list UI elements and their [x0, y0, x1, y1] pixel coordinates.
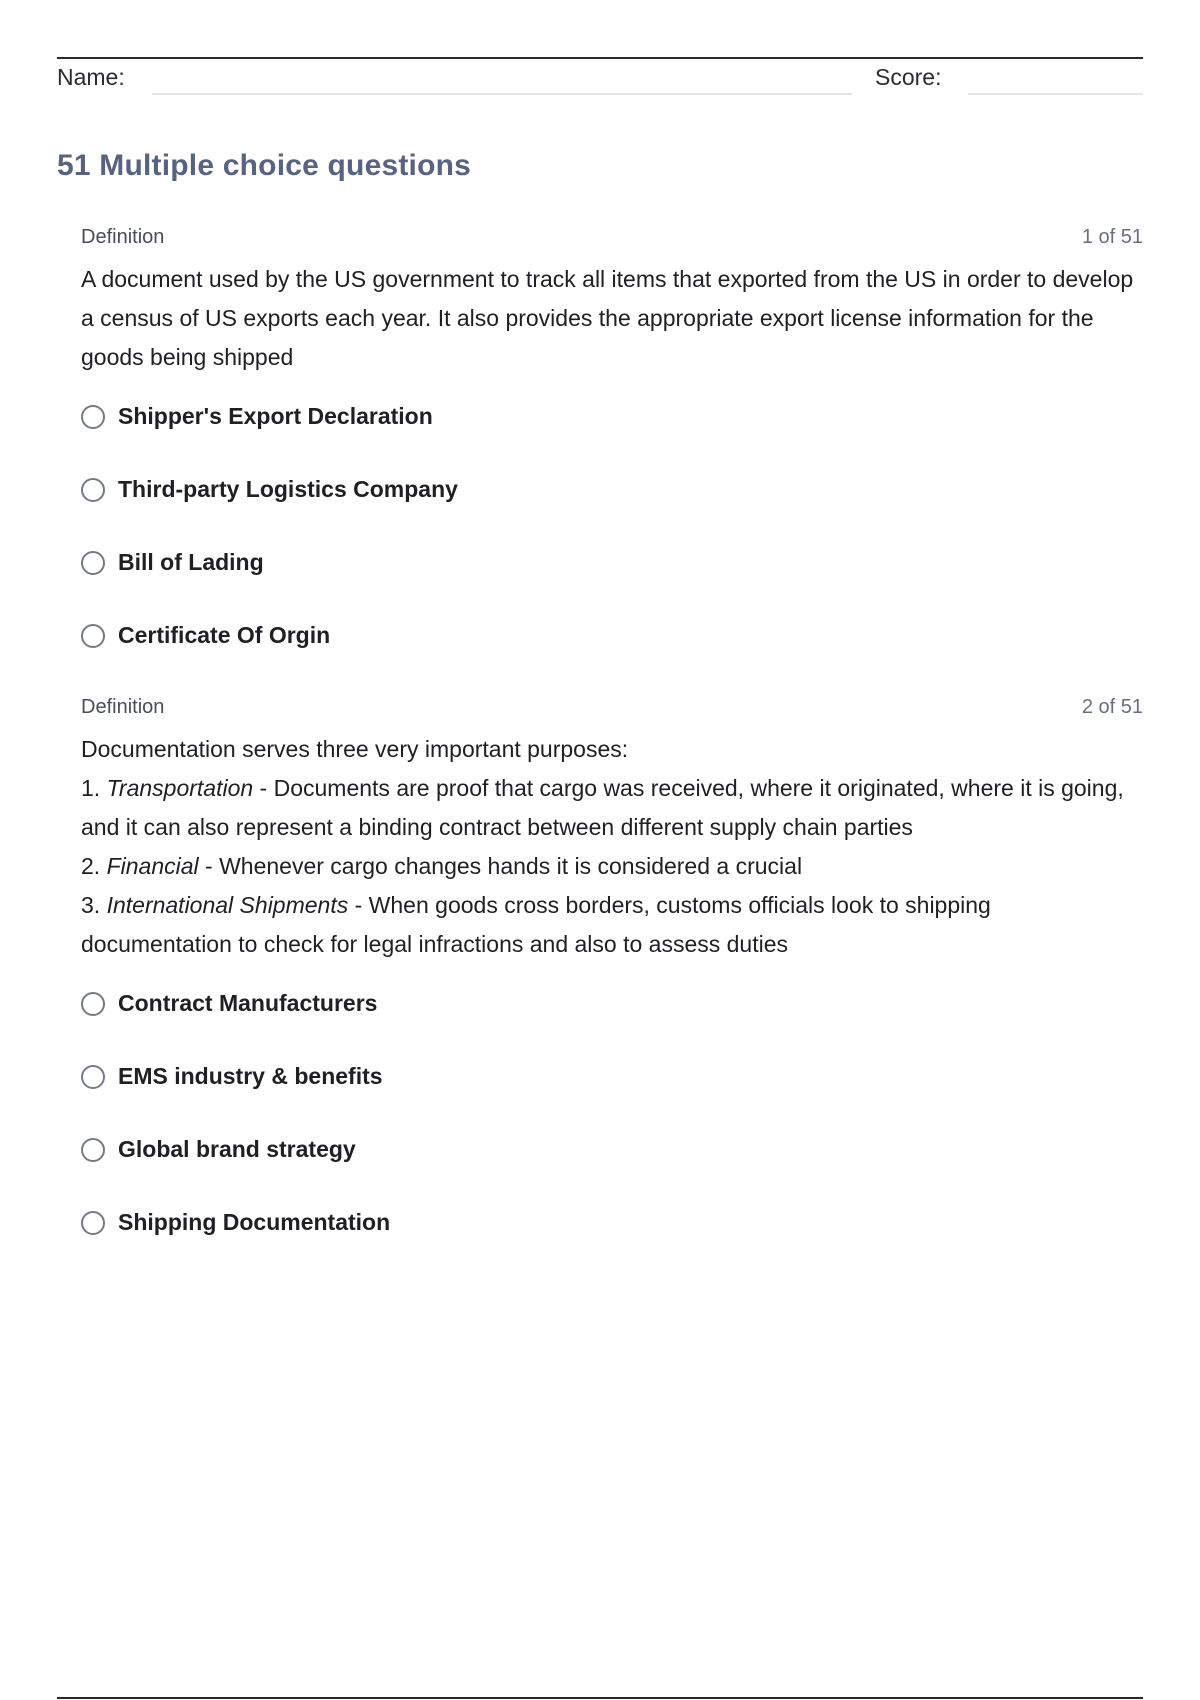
question-1 [81, 226, 1143, 693]
item-term: Transportation [106, 775, 254, 801]
worksheet-page [57, 0, 1143, 1700]
answer-option[interactable] [81, 1207, 1143, 1280]
answer-label: EMS industry & benefits [118, 1063, 383, 1089]
question-meta [81, 696, 1143, 724]
radio-button-icon[interactable] [81, 478, 105, 502]
item-text: - Documents are proof that cargo was received, where it originated, where it is going, and it can also represent a binding contract between different supply chain parties [81, 775, 1124, 840]
item-text: - When goods cross borders, customs officials look to shipping documentation to check for legal infractions and also to assess duties [81, 892, 991, 957]
item-number: 1. [81, 775, 101, 801]
item-text: - Whenever cargo changes hands it is considered a crucial [198, 853, 803, 879]
score-field[interactable] [968, 93, 1143, 95]
answer-option[interactable] [81, 1061, 1143, 1134]
radio-button-icon[interactable] [81, 551, 105, 575]
question-meta [81, 226, 1143, 254]
answer-label: Global brand strategy [118, 1136, 356, 1162]
answer-option[interactable] [81, 474, 1143, 547]
prompt-item [81, 886, 1143, 964]
question-count: 1 of 51 [1081, 226, 1143, 248]
top-rule [57, 57, 1143, 59]
answer-label: Certificate Of Orgin [118, 622, 331, 648]
question-type: Definition [81, 696, 165, 718]
answer-option[interactable] [81, 620, 1143, 693]
section-title: 51 Multiple choice questions [57, 149, 472, 182]
header-row [57, 60, 1143, 96]
answer-option[interactable] [81, 988, 1143, 1061]
item-number: 3. [81, 892, 101, 918]
prompt-intro: Documentation serves three very important purposes: [81, 736, 629, 762]
radio-button-icon[interactable] [81, 624, 105, 648]
radio-button-icon[interactable] [81, 1211, 105, 1235]
radio-button-icon[interactable] [81, 1065, 105, 1089]
question-prompt [81, 260, 1143, 377]
answer-option[interactable] [81, 1134, 1143, 1207]
radio-button-icon[interactable] [81, 405, 105, 429]
prompt-line: A document used by the US government to track all items that exported from the US in order to develop a census of US exports each year. It also provides the appropriate export license information for the goods being shipped [81, 266, 1134, 370]
answer-options [81, 988, 1143, 1280]
question-2 [81, 696, 1143, 1280]
answer-label: Shipper's Export Declaration [118, 403, 433, 429]
answer-label: Bill of Lading [118, 549, 264, 575]
prompt-item [81, 769, 1143, 847]
prompt-item [81, 847, 1143, 886]
item-number: 2. [81, 853, 101, 879]
name-label: Name: [57, 64, 125, 90]
answer-option[interactable] [81, 401, 1143, 474]
question-type: Definition [81, 226, 165, 248]
question-count: 2 of 51 [1081, 696, 1143, 718]
bottom-rule [57, 1697, 1143, 1699]
item-term: Financial [106, 853, 199, 879]
radio-button-icon[interactable] [81, 1138, 105, 1162]
score-label: Score: [875, 64, 942, 90]
question-prompt [81, 730, 1143, 964]
item-term: International Shipments [106, 892, 349, 918]
answer-label: Third-party Logistics Company [118, 476, 458, 502]
name-field[interactable] [152, 93, 852, 95]
answer-options [81, 401, 1143, 693]
answer-option[interactable] [81, 547, 1143, 620]
answer-label: Shipping Documentation [118, 1209, 391, 1235]
answer-label: Contract Manufacturers [118, 990, 378, 1016]
radio-button-icon[interactable] [81, 992, 105, 1016]
